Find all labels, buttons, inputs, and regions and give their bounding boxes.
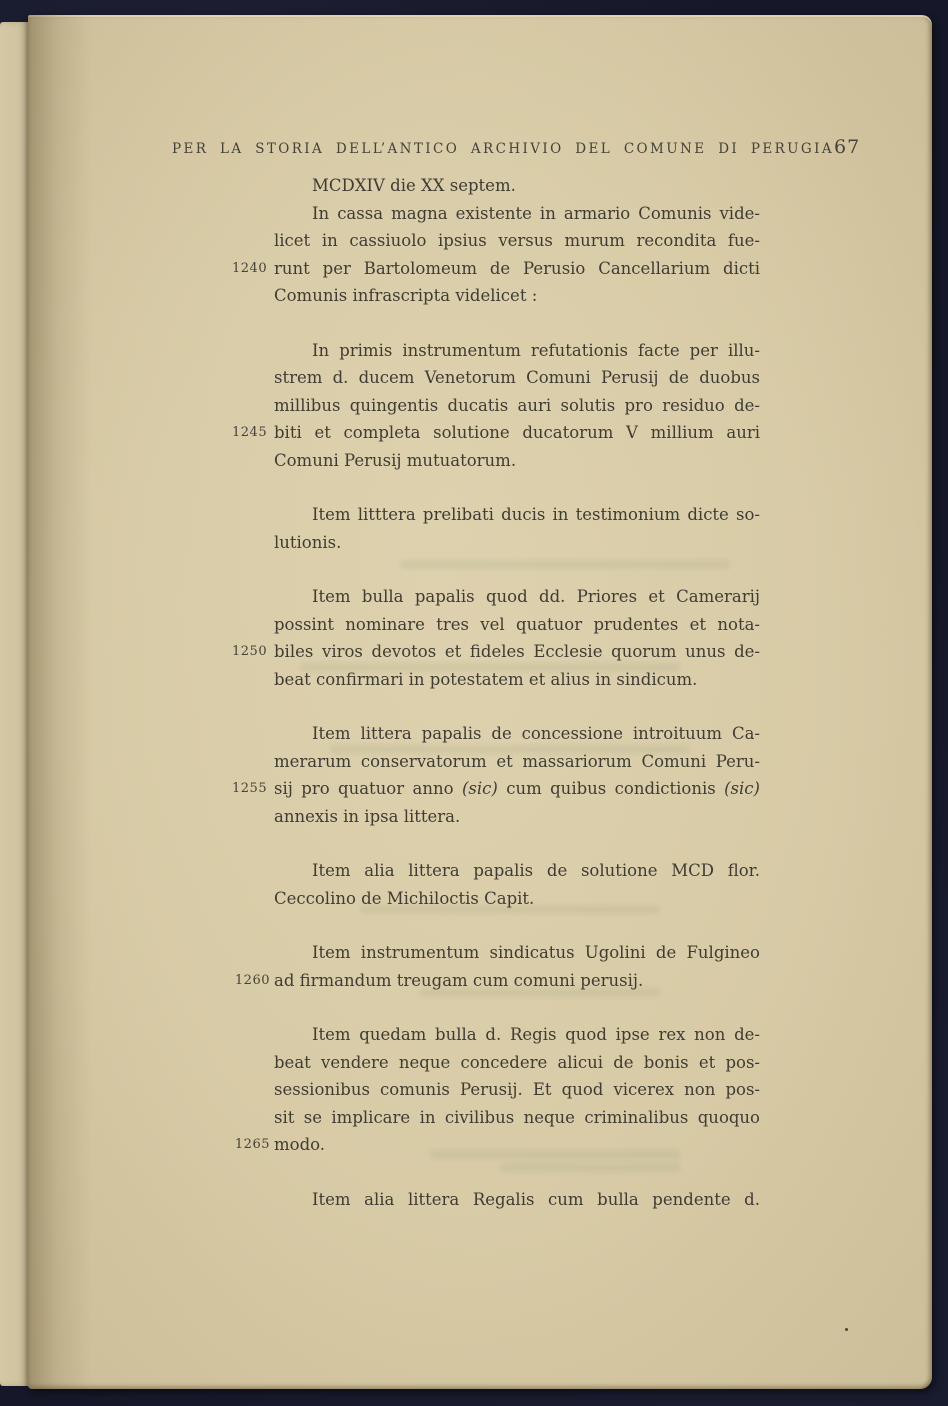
- text-segment: MCDXIV die XX septem.: [312, 176, 516, 195]
- text-line: [274, 611, 760, 639]
- text-line: [274, 1021, 760, 1049]
- text-line: [274, 803, 760, 831]
- paragraph: [234, 939, 760, 994]
- text-line: [274, 227, 760, 255]
- paragraph: [232, 200, 760, 310]
- text-line: [274, 583, 760, 611]
- text-line: [274, 447, 760, 475]
- text-line: [274, 1104, 760, 1132]
- text-line: [234, 967, 760, 995]
- text-line: [274, 337, 760, 365]
- text-column: [232, 172, 760, 1213]
- text-segment: Item instrumentum sindicatus Ugolini de Fulgineo: [312, 943, 760, 962]
- margin-line-number: 1255: [232, 781, 268, 796]
- text-segment: In primis instrumentum refutationis facte per illu-: [312, 340, 760, 360]
- text-segment: Ceccolino de Michiloctis Capit.: [274, 888, 535, 908]
- text-line: [274, 200, 760, 228]
- paper-speck: [845, 1328, 848, 1331]
- paragraph: [274, 172, 760, 200]
- text-segment: annexis in ipsa littera.: [274, 806, 461, 826]
- paragraph: [232, 720, 760, 830]
- text-line: [274, 666, 760, 694]
- margin-line-number: 1245: [232, 425, 268, 440]
- margin-line-number: 1250: [232, 644, 268, 659]
- text-segment: Comunis infrascripta videlicet :: [274, 286, 538, 305]
- paragraph: [274, 857, 760, 912]
- text-segment: beat confirmari in potestatem et alius in sindicum.: [274, 669, 698, 689]
- text-line: [274, 885, 760, 913]
- text-line: [274, 364, 760, 392]
- sic-annotation: (sic): [724, 779, 760, 798]
- text-segment: ad firmandum treugam cum comuni perusij.: [274, 970, 644, 990]
- text-segment: lutionis.: [274, 532, 342, 552]
- margin-line-number: 1240: [232, 260, 268, 276]
- paragraph: [274, 501, 760, 556]
- text-segment: strem d. ducem Venetorum Comuni Perusij de duobus: [274, 368, 760, 387]
- text-segment: Item quedam bulla d. Regis quod ipse rex non de-: [312, 1025, 760, 1044]
- text-segment: sit se implicare in civilibus neque criminalibus quoquo: [274, 1107, 760, 1127]
- text-segment: possint nominare tres vel quatuor prudentes et nota-: [274, 614, 760, 634]
- paragraph: [232, 337, 760, 475]
- text-segment: sij pro quatuor anno: [274, 779, 462, 798]
- margin-line-number: 1265: [234, 1137, 270, 1152]
- paragraph: [234, 1021, 760, 1159]
- previous-page-edge: [0, 22, 30, 1386]
- text-line: [274, 720, 760, 748]
- text-line: [234, 1131, 760, 1159]
- text-segment: cum quibus condictionis: [497, 779, 725, 798]
- text-line: [274, 748, 760, 776]
- text-segment: runt per Bartolomeum de Perusio Cancellarium dicti: [274, 258, 760, 278]
- text-line: [274, 392, 760, 420]
- text-segment: beat vendere neque concedere alicui de bonis et pos-: [274, 1052, 760, 1072]
- text-segment: merarum conservatorum et massariorum Comuni Peru-: [274, 751, 760, 771]
- text-line: [274, 1049, 760, 1077]
- text-line: [274, 501, 760, 529]
- text-line: [232, 255, 760, 283]
- text-segment: licet in cassiuolo ipsius versus murum recondita fue-: [274, 231, 760, 250]
- text-line: [274, 1076, 760, 1104]
- text-line: [232, 775, 760, 803]
- text-segment: Comuni Perusij mutuatorum.: [274, 450, 517, 470]
- text-segment: sessionibus comunis Perusij. Et quod vicerex non pos-: [274, 1080, 760, 1099]
- book-page: [28, 15, 932, 1389]
- text-line: [232, 419, 760, 447]
- text-line: [274, 1186, 760, 1214]
- text-segment: Item alia littera Regalis cum bulla pendente d.: [312, 1189, 760, 1209]
- gutter-shadow: [28, 15, 92, 1389]
- text-line: [274, 939, 760, 967]
- page-title: PER LA STORIA DELL’ANTICO ARCHIVIO DEL COMUNE DI PERUGIA: [172, 141, 834, 157]
- text-line: [274, 282, 760, 310]
- page-number: 67: [833, 136, 861, 158]
- text-segment: Item alia littera papalis de solutione MCD flor.: [312, 861, 760, 880]
- text-line: [274, 857, 760, 885]
- text-line: [232, 638, 760, 666]
- paragraph: [274, 1186, 760, 1214]
- text-segment: modo.: [274, 1135, 326, 1154]
- paragraph: [232, 583, 760, 693]
- text-segment: Item bulla papalis quod dd. Priores et Camerarij: [312, 587, 760, 606]
- text-segment: In cassa magna existente in armario Comunis vide-: [312, 203, 760, 223]
- text-segment: Item littera papalis de concessione introituum Ca-: [312, 724, 760, 743]
- text-line: [274, 172, 760, 200]
- text-segment: millibus quingentis ducatis auri solutis pro residuo de-: [274, 395, 760, 415]
- text-segment: Item litttera prelibati ducis in testimonium dicte so-: [312, 505, 760, 524]
- text-segment: biles viros devotos et fideles Ecclesie quorum unus de-: [274, 642, 760, 661]
- sic-annotation: (sic): [461, 779, 498, 798]
- text-segment: biti et completa solutione ducatorum V millium auri: [274, 423, 760, 442]
- margin-line-number: 1260: [234, 972, 270, 988]
- running-header: [172, 136, 861, 158]
- text-line: [274, 529, 760, 557]
